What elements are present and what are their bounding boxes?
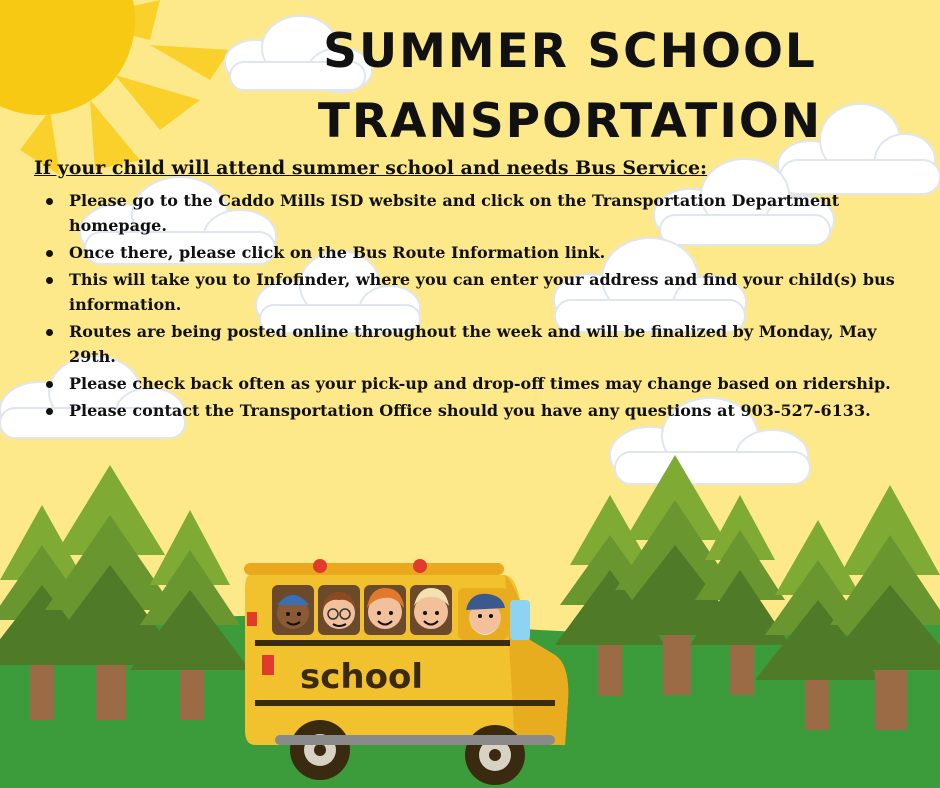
bus-school-label: school [300, 657, 423, 697]
instruction-list [42, 188, 912, 425]
list-item: Please go to the Caddo Mills ISD website and click on the Transportation Department homepage. [42, 188, 912, 238]
title-line-1: SUMMER SCHOOL [323, 24, 817, 79]
list-item: Routes are being posted online throughout the week and will be finalized by Monday, May 29th. [42, 319, 912, 369]
list-item: This will take you to Infofinder, where you can enter your address and find your child(s) bus information. [42, 267, 912, 317]
list-item: Once there, please click on the Bus Route Information link. [42, 240, 912, 265]
intro-heading: If your child will attend summer school and needs Bus Service: [34, 157, 708, 179]
list-item: Please check back often as your pick-up and drop-off times may change based on ridership. [42, 371, 912, 396]
title-line-2: TRANSPORTATION [317, 94, 823, 149]
child-face-icon [322, 592, 356, 629]
list-item: Please contact the Transportation Office should you have any questions at 903-527-6133. [42, 398, 912, 423]
child-face-icon [277, 595, 309, 629]
child-face-icon [414, 588, 449, 629]
sun-icon [0, 0, 230, 175]
